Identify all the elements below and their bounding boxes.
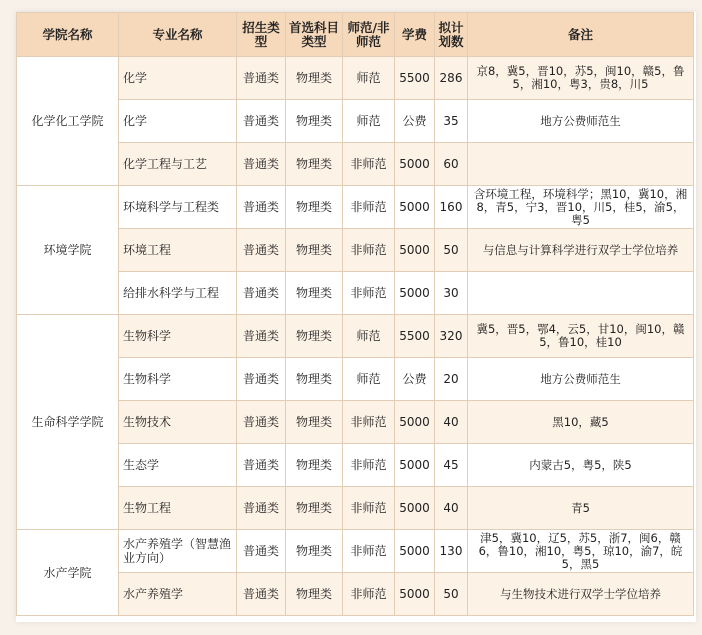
enrollment-type-cell: 普通类	[237, 272, 286, 315]
normal-type-cell: 师范	[343, 100, 395, 143]
subject-type-cell: 物理类	[286, 358, 343, 401]
plan-count-cell: 35	[435, 100, 468, 143]
header-normal: 师范/非师范	[343, 13, 395, 57]
enrollment-type-cell: 普通类	[237, 530, 286, 573]
table-row	[17, 444, 694, 487]
major-cell: 生物工程	[119, 487, 237, 530]
subject-type-cell: 物理类	[286, 444, 343, 487]
normal-type-cell: 非师范	[343, 573, 395, 616]
plan-count-cell: 30	[435, 272, 468, 315]
table-row	[17, 186, 694, 229]
enrollment-type-cell: 普通类	[237, 57, 286, 100]
tuition-cell: 5000	[395, 143, 435, 186]
normal-type-cell: 非师范	[343, 272, 395, 315]
note-cell: 与生物技术进行双学士学位培养	[468, 573, 694, 616]
major-cell: 环境工程	[119, 229, 237, 272]
note-cell	[468, 143, 694, 186]
college-name-cell: 生命科学学院	[17, 315, 119, 530]
major-cell: 水产养殖学（智慧渔业方向）	[119, 530, 237, 573]
major-cell: 生物科学	[119, 315, 237, 358]
subject-type-cell: 物理类	[286, 401, 343, 444]
enrollment-type-cell: 普通类	[237, 487, 286, 530]
college-name-cell: 化学化工学院	[17, 57, 119, 186]
normal-type-cell: 非师范	[343, 143, 395, 186]
plan-count-cell: 40	[435, 487, 468, 530]
note-cell: 地方公费师范生	[468, 358, 694, 401]
enrollment-type-cell: 普通类	[237, 358, 286, 401]
header-note: 备注	[468, 13, 694, 57]
major-cell: 化学工程与工艺	[119, 143, 237, 186]
subject-type-cell: 物理类	[286, 57, 343, 100]
tuition-cell: 5000	[395, 573, 435, 616]
normal-type-cell: 非师范	[343, 229, 395, 272]
enrollment-type-cell: 普通类	[237, 229, 286, 272]
note-cell: 与信息与计算科学进行双学士学位培养	[468, 229, 694, 272]
table-row	[17, 100, 694, 143]
header-type: 招生类型	[237, 13, 286, 57]
tuition-cell: 5000	[395, 272, 435, 315]
table-header-row	[17, 13, 694, 57]
header-fee: 学费	[395, 13, 435, 57]
subject-type-cell: 物理类	[286, 487, 343, 530]
header-major: 专业名称	[119, 13, 237, 57]
plan-count-cell: 45	[435, 444, 468, 487]
major-cell: 水产养殖学	[119, 573, 237, 616]
table-row	[17, 143, 694, 186]
tuition-cell: 5000	[395, 444, 435, 487]
normal-type-cell: 师范	[343, 358, 395, 401]
enrollment-type-cell: 普通类	[237, 100, 286, 143]
table-row	[17, 57, 694, 100]
header-plan: 拟计划数	[435, 13, 468, 57]
subject-type-cell: 物理类	[286, 186, 343, 229]
table-row	[17, 358, 694, 401]
tuition-cell: 公费	[395, 358, 435, 401]
plan-count-cell: 60	[435, 143, 468, 186]
plan-count-cell: 20	[435, 358, 468, 401]
note-cell: 黑10，藏5	[468, 401, 694, 444]
plan-count-cell: 50	[435, 229, 468, 272]
subject-type-cell: 物理类	[286, 272, 343, 315]
tuition-cell: 5000	[395, 186, 435, 229]
table-row	[17, 229, 694, 272]
tuition-cell: 5000	[395, 530, 435, 573]
table-row	[17, 315, 694, 358]
enrollment-table-card	[16, 12, 696, 622]
subject-type-cell: 物理类	[286, 315, 343, 358]
subject-type-cell: 物理类	[286, 143, 343, 186]
note-cell: 含环境工程，环境科学；黑10，冀10，湘8，青5，宁3，晋10，川5，桂5，渝5，粤5	[468, 186, 694, 229]
note-cell: 津5，冀10，辽5，苏5，浙7，闽6，赣6，鲁10，湘10，粤5，琼10，渝7，皖5，黑5	[468, 530, 694, 573]
tuition-cell: 5000	[395, 229, 435, 272]
normal-type-cell: 非师范	[343, 444, 395, 487]
tuition-cell: 5500	[395, 57, 435, 100]
subject-type-cell: 物理类	[286, 100, 343, 143]
header-college: 学院名称	[17, 13, 119, 57]
table-row	[17, 401, 694, 444]
table-row	[17, 487, 694, 530]
normal-type-cell: 非师范	[343, 401, 395, 444]
note-cell: 地方公费师范生	[468, 100, 694, 143]
subject-type-cell: 物理类	[286, 573, 343, 616]
note-cell: 青5	[468, 487, 694, 530]
plan-count-cell: 40	[435, 401, 468, 444]
major-cell: 生物科学	[119, 358, 237, 401]
college-name-cell: 环境学院	[17, 186, 119, 315]
major-cell: 给排水科学与工程	[119, 272, 237, 315]
subject-type-cell: 物理类	[286, 229, 343, 272]
plan-count-cell: 160	[435, 186, 468, 229]
table-row	[17, 272, 694, 315]
note-cell: 内蒙古5，粤5，陕5	[468, 444, 694, 487]
tuition-cell: 5000	[395, 401, 435, 444]
normal-type-cell: 师范	[343, 315, 395, 358]
tuition-cell: 公费	[395, 100, 435, 143]
plan-count-cell: 320	[435, 315, 468, 358]
major-cell: 生态学	[119, 444, 237, 487]
plan-count-cell: 50	[435, 573, 468, 616]
tuition-cell: 5500	[395, 315, 435, 358]
enrollment-type-cell: 普通类	[237, 186, 286, 229]
note-cell: 冀5，晋5，鄂4，云5，甘10，闽10，赣5，鲁10，桂10	[468, 315, 694, 358]
major-cell: 化学	[119, 57, 237, 100]
header-subject: 首选科目类型	[286, 13, 343, 57]
normal-type-cell: 非师范	[343, 186, 395, 229]
enrollment-type-cell: 普通类	[237, 315, 286, 358]
plan-count-cell: 130	[435, 530, 468, 573]
note-cell	[468, 272, 694, 315]
table-body	[17, 57, 694, 616]
normal-type-cell: 非师范	[343, 487, 395, 530]
normal-type-cell: 非师范	[343, 530, 395, 573]
enrollment-type-cell: 普通类	[237, 573, 286, 616]
enrollment-type-cell: 普通类	[237, 143, 286, 186]
subject-type-cell: 物理类	[286, 530, 343, 573]
enrollment-type-cell: 普通类	[237, 401, 286, 444]
tuition-cell: 5000	[395, 487, 435, 530]
note-cell: 京8，冀5，晋10，苏5，闽10，赣5，鲁5，湘10，粤3，贵8，川5	[468, 57, 694, 100]
major-cell: 化学	[119, 100, 237, 143]
major-cell: 生物技术	[119, 401, 237, 444]
enrollment-type-cell: 普通类	[237, 444, 286, 487]
normal-type-cell: 师范	[343, 57, 395, 100]
college-name-cell: 水产学院	[17, 530, 119, 616]
table-row	[17, 573, 694, 616]
plan-count-cell: 286	[435, 57, 468, 100]
table-row	[17, 530, 694, 573]
major-cell: 环境科学与工程类	[119, 186, 237, 229]
enrollment-plan-table	[16, 12, 694, 616]
